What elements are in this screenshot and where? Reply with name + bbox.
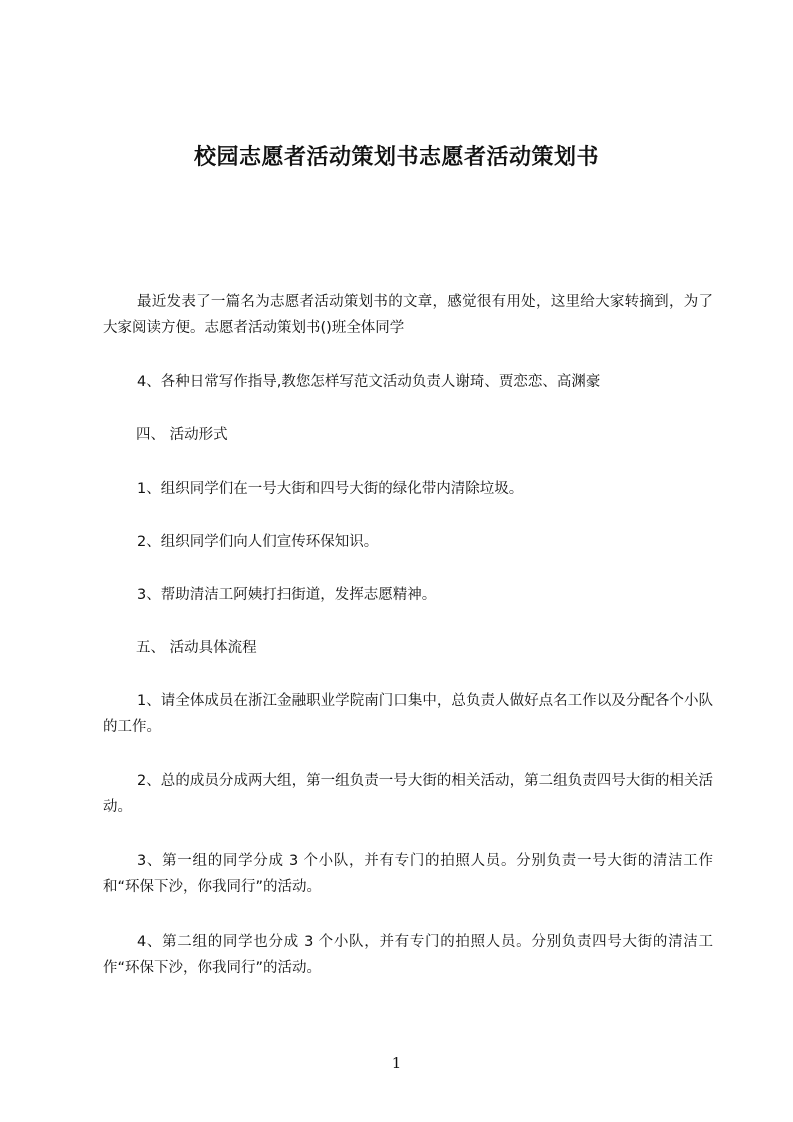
section-heading-activity-process: 五、 活动具体流程 <box>136 640 257 656</box>
writing-guide-paragraph: 4、各种日常写作指导,教您怎样写范文活动负责人谢琦、贾恋恋、高渊豪 <box>137 374 601 390</box>
process-item-1: 1、请全体成员在浙江金融职业学院南门口集中，总负责人做好点名工作以及分配各个小队的工作。 <box>103 693 713 735</box>
process-item-2: 2、总的成员分成两大组，第一组负责一号大街的相关活动，第二组负责四号大街的相关活动。 <box>103 773 713 815</box>
section-heading-activity-form: 四、 活动形式 <box>136 427 228 443</box>
activity-form-item-3: 3、帮助清洁工阿姨打扫街道，发挥志愿精神。 <box>137 587 437 603</box>
intro-paragraph: 最近发表了一篇名为志愿者活动策划书的文章，感觉很有用处，这里给大家转摘到，为了大家阅读方便。志愿者活动策划书()班全体同学 <box>103 294 713 336</box>
document-title: 校园志愿者活动策划书志愿者活动策划书 <box>193 145 599 170</box>
page-number: 1 <box>391 1054 402 1072</box>
process-item-4: 4、第二组的同学也分成 3 个小队，并有专门的拍照人员。分别负责四号大街的清洁工作“环保下沙，你我同行”的活动。 <box>103 934 713 976</box>
activity-form-item-1: 1、组织同学们在一号大街和四号大街的绿化带内清除垃圾。 <box>137 481 524 497</box>
process-item-3: 3、第一组的同学分成 3 个小队，并有专门的拍照人员。分别负责一号大街的清洁工作和“环保下沙，你我同行”的活动。 <box>103 853 713 895</box>
activity-form-item-2: 2、组织同学们向人们宣传环保知识。 <box>137 534 379 550</box>
